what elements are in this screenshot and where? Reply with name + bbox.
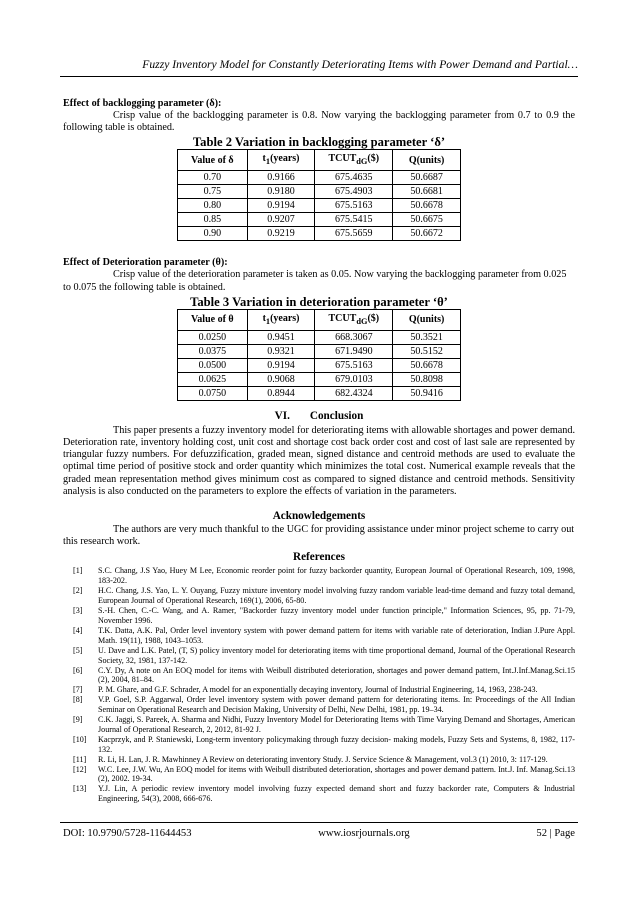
table-row <box>178 372 461 386</box>
list-item: [12] W.C. Lee, J.W. Wu, An EOQ model for items with Weibull distributed deterioration, shortages and power demand pattern. Int.J. Inf. Manag.Sci.13 (2), 2002. 19-34. <box>73 764 575 784</box>
table3-header-tcut: $TCUT_{dG}(\$)$ <box>315 309 393 330</box>
table-cell: 668.3067 <box>315 330 393 344</box>
table-cell: 675.4903 <box>315 185 393 199</box>
table-cell: 50.3521 <box>393 330 461 344</box>
table-cell: 0.0750 <box>178 386 248 400</box>
table2 <box>177 149 461 241</box>
table-cell: 0.0625 <box>178 372 248 386</box>
table-cell: 50.5152 <box>393 344 461 358</box>
deterioration-paragraph: Crisp value of the deterioration parameter is taken as 0.05. Now varying the backlogging parameter from 0.025 to 0.075 the following table is obtained. <box>63 269 567 293</box>
table-row <box>178 227 461 241</box>
table2-header-tcut: $TCUT_{dG}(\$)$ <box>315 150 393 171</box>
table-cell: 675.4635 <box>315 171 393 185</box>
list-item: [8] V.P. Goel, S.P. Aggarwal, Order level inventory system with power demand pattern for deteriorating items. In: Proceedings of the All Indian Seminar on Operational Research and Decision Making, University of Delhi, New Delhi, 1981, pp. 19–34. <box>73 695 575 715</box>
table-row <box>178 358 461 372</box>
table3 <box>177 309 461 401</box>
table3-header-row <box>178 309 461 330</box>
acknowledgements-heading: Acknowledgements <box>272 510 366 523</box>
table-cell: 50.6681 <box>393 185 461 199</box>
list-item: [6] C.Y. Dy, A note on An EOQ model for items with Weibull distributed deterioration, shortages and power demand pattern, Int.J.Inf.Manag.Sci.15 (2), 2004, 81–84. <box>73 665 575 685</box>
table-cell: 0.0375 <box>178 344 248 358</box>
table2-header-value: Value of δ <box>178 150 248 171</box>
page-content <box>63 98 575 804</box>
table-cell: 50.8098 <box>393 372 461 386</box>
table-cell: 50.6678 <box>393 358 461 372</box>
table-row <box>178 171 461 185</box>
references-heading: References <box>293 551 345 564</box>
list-item: [10] Kacprzyk, and P. Staniewski, Long-term inventory policymaking through fuzzy decision- making models, Fuzzy Sets and Systems, 8, 1982, 117-132. <box>73 734 575 754</box>
table-cell: 0.8944 <box>247 386 315 400</box>
section-title: Conclusion <box>309 409 364 422</box>
table-cell: 0.0250 <box>178 330 248 344</box>
conclusion-heading <box>63 409 575 423</box>
table2-header-row <box>178 150 461 171</box>
list-item: [9] C.K. Jaggi, S. Pareek, A. Sharma and Nidhi, Fuzzy Inventory Model for Deteriorating Items with Time Varying Demand and Shortages, American Journal of Operational Research, 2, 2012, 81-92 J. <box>73 715 575 734</box>
table-cell: 0.85 <box>178 213 248 227</box>
list-item: [4] T.K. Datta, A.K. Pal, Order level inventory system with power demand pattern for items with variable rate of deterioration, Indian J.Pure Appl. Math. 19(11), 1988, 1043–1053. <box>73 625 575 645</box>
header-rule <box>60 76 578 77</box>
table-cell: 0.9451 <box>247 330 315 344</box>
list-item: [1] S.C. Chang, J.S Yao, Huey M Lee, Economic reorder point for fuzzy backorder quantity, European Journal of Operational Research, 109, 1998, 183-202. <box>73 566 575 586</box>
page-footer <box>63 828 575 839</box>
section-number: VI. <box>274 409 290 422</box>
table-cell: 0.9219 <box>247 227 315 241</box>
list-item: [2] H.C. Chang, J.S. Yao, L. Y. Ouyang, Fuzzy mixture inventory model involving fuzzy random variable lead-time demand and fuzzy total demand, European Journal of Operational Research, 169(1), 2006, 65-80. <box>73 586 575 606</box>
acknowledgements-paragraph: The authors are very much thankful to the UGC for providing assistance under minor project scheme to carry out this research work. <box>63 524 575 548</box>
table-cell: 671.9490 <box>315 344 393 358</box>
table-cell: 0.9194 <box>247 199 315 213</box>
table-cell: 0.9194 <box>247 358 315 372</box>
table3-title: Table 3 Variation in deterioration parameter ‘θ’ <box>190 294 448 309</box>
reference-list <box>63 566 575 804</box>
table-cell: 0.75 <box>178 185 248 199</box>
list-item: [7] P. M. Ghare, and G.F. Schrader, A model for an exponentially decaying inventory, Journal of Industrial Engineering, 14, 1963, 238-243. <box>73 685 538 695</box>
backlogging-heading: Effect of backlogging parameter (δ): <box>63 98 222 109</box>
list-item: [3] S.-H. Chen, C.-C. Wang, and A. Ramer, "Backorder fuzzy inventory model under function principle," Information Sciences, 95, pp. 71-79, November 1996. <box>73 606 575 625</box>
deterioration-heading: Effect of Deterioration parameter (θ): <box>63 257 228 269</box>
table-cell: 50.6672 <box>393 227 461 241</box>
table-cell: 0.9207 <box>247 213 315 227</box>
table-cell: 679.0103 <box>315 372 393 386</box>
table-row <box>178 199 461 213</box>
table-cell: 0.0500 <box>178 358 248 372</box>
table-row <box>178 344 461 358</box>
list-item: [13] Y.J. Lin, A periodic review inventory model involving fuzzy expected demand short and fuzzy backorder rate, Computers & Industrial Engineering, 54(3), 2008, 666-676. <box>73 784 575 804</box>
table-cell: 0.70 <box>178 171 248 185</box>
table-cell: 0.9166 <box>247 171 315 185</box>
table-cell: 675.5415 <box>315 213 393 227</box>
table-cell: 682.4324 <box>315 386 393 400</box>
table-cell: 0.90 <box>178 227 248 241</box>
backlogging-paragraph: Crisp value of the backlogging parameter is 0.8. Now varying the backlogging parameter from 0.7 to 0.9 the following table is obtained. <box>63 110 575 134</box>
table2-title: Table 2 Variation in backlogging parameter ‘δ’ <box>192 135 446 150</box>
table-row <box>178 185 461 199</box>
table2-header-q: Q(units) <box>393 150 461 171</box>
table-cell: 0.9068 <box>247 372 315 386</box>
table-cell: 0.9180 <box>247 185 315 199</box>
list-item: [5] U. Dave and L.K. Patel, (T, S) policy inventory model for deteriorating items with time proportional demand, Journal of the Operational Research Society, 32, 1981, 137-142. <box>73 645 575 665</box>
list-item: [11] R. Li, H. Lan, J. R. Mawhinney A Review on deteriorating inventory Study. J. Service Science & Management, vol.3 (1) 2010, 3: 117-129. <box>73 754 548 764</box>
table-cell: 50.6678 <box>393 199 461 213</box>
footer-website-link[interactable]: www.iosrjournals.org <box>318 828 410 839</box>
footer-rule <box>60 822 578 823</box>
table-row <box>178 386 461 400</box>
table3-header-q: Q(units) <box>393 309 461 330</box>
table-row <box>178 330 461 344</box>
running-header: Fuzzy Inventory Model for Constantly Deteriorating Items with Power Demand and Partial… <box>142 58 578 71</box>
table-cell: 675.5163 <box>315 199 393 213</box>
table3-header-value: Value of θ <box>178 309 248 330</box>
table-cell: 0.80 <box>178 199 248 213</box>
table-row <box>178 213 461 227</box>
table-cell: 675.5659 <box>315 227 393 241</box>
footer-page-number: 52 | Page <box>536 828 575 839</box>
footer-doi: DOI: 10.9790/5728-11644453 <box>63 828 192 839</box>
table-cell: 50.9416 <box>393 386 461 400</box>
table-cell: 50.6675 <box>393 213 461 227</box>
table3-header-t1: $t_1(years)$ <box>247 309 315 330</box>
table-cell: 675.5163 <box>315 358 393 372</box>
conclusion-paragraph: This paper presents a fuzzy inventory model for deteriorating items with allowable shortages and power demand. Deterioration rate, inventory holding cost, unit cost and shortage cost back order cost and cost of last sale are represented by triangular fuzzy numbers. For defuzzification, graded mean, signed distance and centroid methods are used to evaluate the optimal time period of positive stock and order quantity which minimizes the total cost. Numerical example reveals that the graded mean representation method gives minimum cost as compared to signed distance and centroid methods. Sensitivity analysis is also conducted on the parameters to explore the effects of variation in the parameters. <box>63 424 575 497</box>
table-cell: 0.9321 <box>247 344 315 358</box>
table2-header-t1: $t_1(years)$ <box>247 150 315 171</box>
table-cell: 50.6687 <box>393 171 461 185</box>
